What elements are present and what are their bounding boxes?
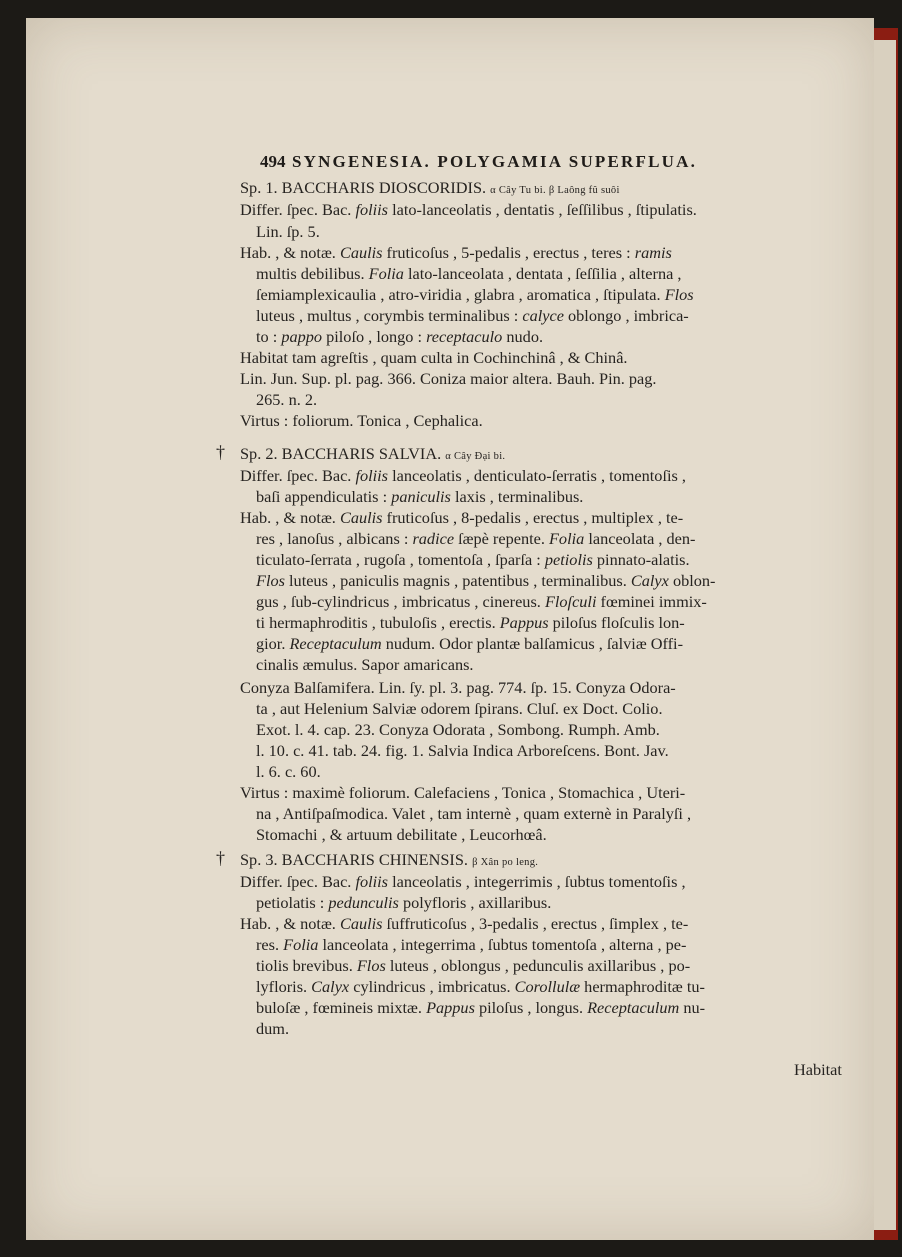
sp2-hab-3: ticulato-ſerrata , rugoſa , tomentoſa , ſparſa : petiolis pinnato-alatis. [256,550,690,569]
sp2-hab-7: gior. Receptaculum nudum. Odor plantæ balſamicus , ſalviæ Offi- [256,634,684,653]
sp2-title-line [240,444,505,464]
sp1-hab-4: luteus , multus , corymbis terminalibus : calyce oblongo , imbrica- [256,306,689,325]
sp3-vernacular: β Xân po leng. [472,857,539,868]
sp1-virtus: Virtus : foliorum. Tonica , Cephalica. [240,411,483,430]
sp2-dagger: † [216,442,225,462]
sp3-title: Sp. 3. BACCHARIS CHINENSIS. [240,850,473,869]
running-title: SYNGENESIA. POLYGAMIA SUPERFLUA. [291,152,698,171]
sp3-hab-5: buloſæ , fœmineis mixtæ. Pappus piloſus , longus. Receptaculum nu- [256,998,706,1017]
sp2-differ-1: Differ. ſpec. Bac. foliis lanceolatis , denticulato-ſerratis , tomentoſis , [240,466,686,485]
sp3-title-line [240,850,538,870]
sp2-hab-4: Flos luteus , paniculis magnis , patentibus , terminalibus. Calyx oblon- [256,571,716,590]
next-page-edge [872,40,896,1230]
sp3-hab-2: res. Folia lanceolata , integerrima , ſubtus tomentoſa , alterna , pe- [256,935,687,954]
sp3-dagger: † [216,848,225,868]
sp2-hab-8: cinalis æmulus. Sapor amaricans. [256,655,474,674]
sp2-synonym-2: ta , aut Helenium Salviæ odorem ſpirans. Cluſ. ex Doct. Colio. [256,699,663,718]
sp1-hab-1: Hab. , & notæ. Caulis fruticoſus , 5-pedalis , erectus , teres : ramis [240,243,672,262]
sp2-title: Sp. 2. BACCHARIS SALVIA. [240,444,446,463]
sp2-differ-2: baſi appendiculatis : paniculis laxis , terminalibus. [256,487,584,506]
sp3-hab-4: lyfloris. Calyx cylindricus , imbricatus. Corollulæ hermaphroditæ tu- [256,977,705,996]
sp2-virtus-1: Virtus : maximè foliorum. Calefaciens , Tonica , Stomachica , Uteri- [240,783,686,802]
sp2-hab-6: ti hermaphroditis , tubuloſis , erectis. Pappus piloſus floſculis lon- [256,613,685,632]
sp1-vernacular: α Cây Tu bi. β Laông fû suôi [490,185,620,196]
sp2-virtus-3: Stomachi , & artuum debilitate , Leucorhœâ. [256,825,547,844]
sp2-vernacular: α Cây Ðại bi. [445,451,506,462]
sp1-synonym-1: Lin. Jun. Sup. pl. pag. 366. Coniza maior altera. Bauh. Pin. pag. [240,369,657,388]
sp1-lin-ref: Lin. ſp. 5. [256,222,320,241]
sp3-hab-1: Hab. , & notæ. Caulis ſuffruticoſus , 3-pedalis , erectus , ſimplex , te- [240,914,689,933]
sp2-hab-5: gus , ſub-cylindricus , imbricatus , cinereus. Floſculi fœminei immix- [256,592,707,611]
sp2-synonym-5: l. 6. c. 60. [256,762,321,781]
sp2-virtus-2: na , Antiſpaſmodica. Valet , tam internè , quam externè in Paralyſi , [256,804,692,823]
sp2-synonym-1: Conyza Balſamifera. Lin. ſy. pl. 3. pag. 774. ſp. 15. Conyza Odora- [240,678,676,697]
sp3-hab-3: tiolis brevibus. Flos luteus , oblongus , pedunculis axillaribus , po- [256,956,691,975]
sp1-title-line [240,178,620,198]
sp3-differ-2: petiolatis : pedunculis polyfloris , axillaribus. [256,893,552,912]
sp2-synonym-4: l. 10. c. 41. tab. 24. fig. 1. Salvia Indica Arboreſcens. Bont. Jav. [256,741,669,760]
book-page [26,18,874,1240]
sp1-habitat: Habitat tam agreſtis , quam culta in Cochinchinâ , & Chinâ. [240,348,628,367]
sp2-hab-1: Hab. , & notæ. Caulis fruticoſus , 8-pedalis , erectus , multiplex , te- [240,508,684,527]
sp1-synonym-2: 265. n. 2. [256,390,318,409]
sp2-synonym-3: Exot. l. 4. cap. 23. Conyza Odorata , Sombong. Rumph. Amb. [256,720,660,739]
running-header [260,152,697,172]
sp1-hab-2: multis debilibus. Folia lato-lanceolata , dentata , ſeſſilia , alterna , [256,264,682,283]
catchword: Habitat [794,1060,842,1079]
sp3-differ-1: Differ. ſpec. Bac. foliis lanceolatis , integerrimis , ſubtus tomentoſis , [240,872,686,891]
sp1-hab-3: ſemiamplexicaulia , atro-viridia , glabra , aromatica , ſtipulata. Flos [256,285,694,304]
sp2-hab-2: res , lanoſus , albicans : radice ſæpè repente. Folia lanceolata , den- [256,529,696,548]
sp3-hab-6: dum. [256,1019,290,1038]
sp1-differ: Differ. ſpec. Bac. foliis lato-lanceolatis , dentatis , ſeſſilibus , ſtipulatis. [240,200,697,219]
page-number: 494 [260,152,286,171]
sp1-title: Sp. 1. BACCHARIS DIOSCORIDIS. [240,178,491,197]
sp1-hab-5: to : pappo piloſo , longo : receptaculo nudo. [256,327,544,346]
